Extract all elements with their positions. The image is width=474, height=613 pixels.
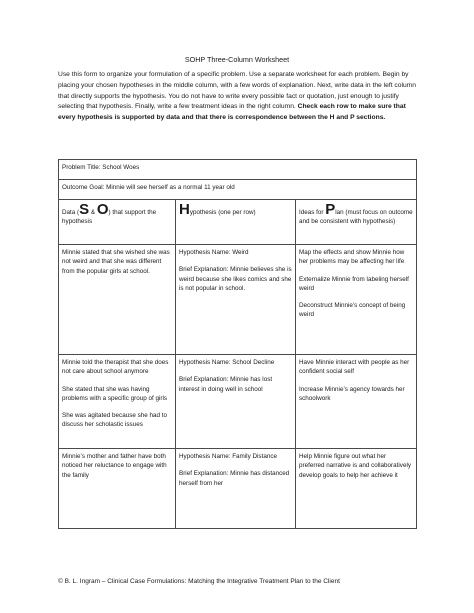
hypothesis-cell: Hypothesis Name: Weird Brief Explanation: Minnie believes she is weird because she likes comics and she is not popular in school. bbox=[176, 245, 296, 355]
outcome-goal-cell: Outcome Goal: Minnie will see herself as a normal 11 year old bbox=[59, 180, 417, 200]
plan-column-header: Ideas for Plan (must focus on outcome and be consistent with hypothesis) bbox=[296, 200, 417, 245]
hypothesis-column-header: Hypothesis (one per row) bbox=[176, 200, 296, 245]
plan-cell: Map the effects and show Minnie how her problems may be affecting her life Externalize Minnie from labeling herself weird Deconstruct Minnie’s concept of being weird bbox=[296, 245, 417, 355]
instructions bbox=[58, 70, 416, 124]
sohp-table bbox=[58, 159, 417, 529]
plan-cell: Help Minnie figure out what her preferred narrative is and collaboratively develop goals to help her achieve it bbox=[296, 449, 417, 529]
outcome-goal-row bbox=[59, 180, 417, 200]
data-cell: Minnie’s mother and father have both noticed her reluctance to engage with the family bbox=[59, 449, 176, 529]
problem-title-row bbox=[59, 160, 417, 180]
header-row bbox=[59, 200, 417, 245]
hypothesis-cell: Hypothesis Name: School Decline Brief Explanation: Minnie has lost interest in doing well in school bbox=[176, 355, 296, 449]
table-row bbox=[59, 449, 417, 529]
instructions-text: Use this form to organize your formulation of a specific problem. Use a separate worksheet for each problem. Begin by placing your chosen hypotheses in the middle column, with a few words of explanation. Next, write data in the left column that directly supports the hypothesis. You do not have to write every possible fact or quotation, just enough to justify selecting that hypothesis. Finally, write a few treatment ideas in the right column. bbox=[58, 71, 416, 111]
copyright-footer: © B. L. Ingram – Clinical Case Formulations: Matching the Integrative Treatment Plan to the Client bbox=[58, 578, 340, 585]
hypothesis-cell: Hypothesis Name: Family Distance Brief Explanation: Minnie has distanced herself from her bbox=[176, 449, 296, 529]
data-column-header: Data (S & O) that support the hypothesis bbox=[59, 200, 176, 245]
worksheet-title: SOHP Three-Column Worksheet bbox=[184, 55, 290, 64]
table-row bbox=[59, 355, 417, 449]
data-cell: Minnie told the therapist that she does not care about school anymore She stated that she was having problems with a specific group of girls She was agitated because she had to discuss her scholastic issues bbox=[59, 355, 176, 449]
plan-cell: Have Minnie interact with people as her confident social self Increase Minnie’s agency towards her schoolwork bbox=[296, 355, 417, 449]
problem-title-cell: Problem Title: School Woes bbox=[59, 160, 417, 180]
instructions-bold-text: Check each row to make sure that every hypothesis is supported by data and that there is correspondence between the H and P sections. bbox=[58, 103, 406, 122]
data-cell: Minnie stated that she wished she was not weird and that she was different from the popular girls at school. bbox=[59, 245, 176, 355]
table-row bbox=[59, 245, 417, 355]
